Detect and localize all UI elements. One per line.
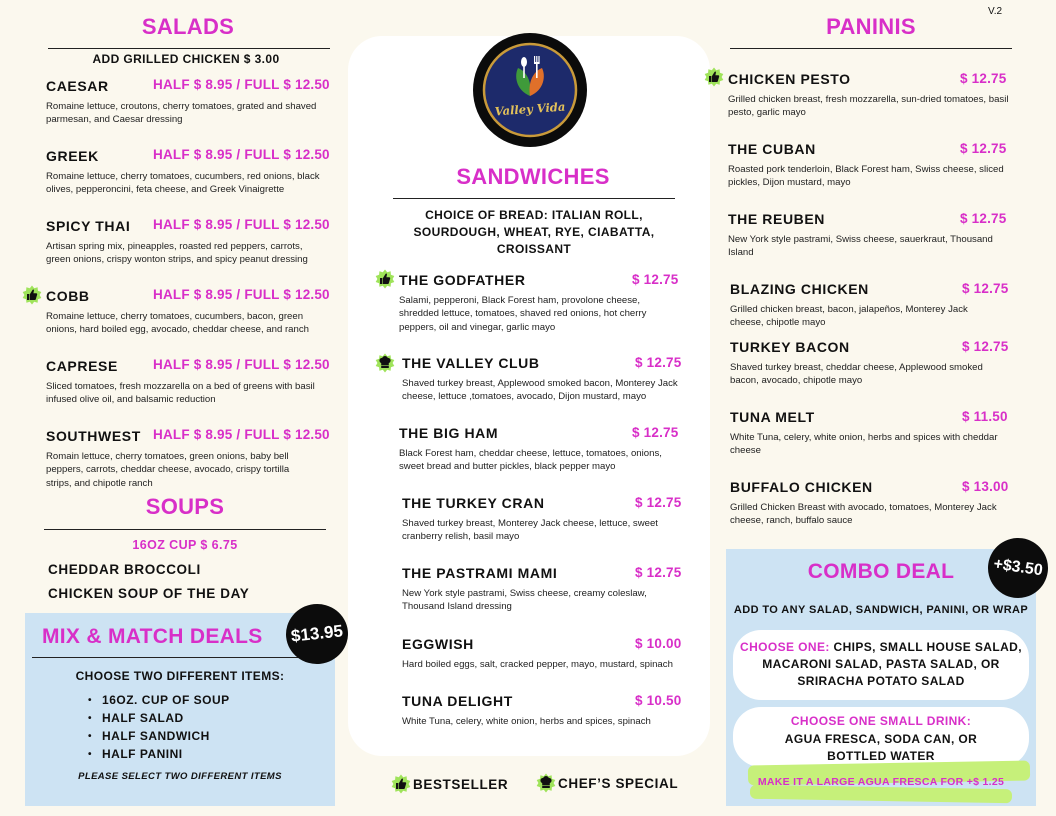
sandwich-desc: Salami, pepperoni, Black Forest ham, provolone cheese, shredded lettuce, tomatoes, shaved red onions, hot cherry peppers, oil and vinegar, garlic mayo bbox=[399, 295, 647, 333]
panini-desc: Grilled Chicken Breast with avocado, tomatoes, Monterey Jack cheese, ranch, buffalo sauce bbox=[730, 502, 997, 527]
panini-price: $ 13.00 bbox=[962, 479, 1009, 494]
sandwiches-title: SANDWICHES bbox=[456, 164, 610, 189]
combo-title: COMBO DEAL bbox=[807, 560, 955, 583]
sandwich-desc: Shaved turkey breast, Monterey Jack cheese, lettuce, sweet cranberry relish, basil mayo bbox=[402, 518, 658, 543]
salad-desc: Sliced tomatoes, fresh mozzarella on a bed of greens with basil infused olive oil, and balsamic reduction bbox=[46, 381, 315, 406]
panini-price: $ 12.75 bbox=[962, 281, 1009, 296]
version-label: V.2 bbox=[988, 6, 1003, 17]
bestseller-icon bbox=[704, 67, 724, 87]
salad-desc: Romain lettuce, cherry tomatoes, green onions, baby bell peppers, carrots, cheddar cheese, avocado, crispy tortilla strips, and chipotle ranch bbox=[46, 451, 290, 489]
sandwich-desc: White Tuna, celery, white onion, herbs and spices, spinach bbox=[402, 716, 651, 727]
panini-name: THE REUBEN bbox=[728, 211, 826, 227]
mix-price-badge: $13.95 bbox=[283, 601, 351, 667]
mix-title: MIX & MATCH DEALS bbox=[42, 625, 263, 648]
sandwich-price: $ 12.75 bbox=[635, 495, 682, 510]
panini-price: $ 12.75 bbox=[960, 71, 1007, 86]
sandwich-price: $ 12.75 bbox=[632, 272, 679, 287]
combo-drink-label: CHOOSE ONE SMALL DRINK: bbox=[790, 714, 972, 728]
panini-name: CHICKEN PESTO bbox=[728, 71, 851, 87]
panini-desc: Roasted pork tenderloin, Black Forest ham, Swiss cheese, sliced pickles, Dijon mustard, mayo bbox=[728, 164, 1004, 189]
panini-desc: Grilled chicken breast, bacon, jalapeños, Monterey Jack cheese, chipotle mayo bbox=[730, 304, 968, 329]
salads-addon: ADD GRILLED CHICKEN $ 3.00 bbox=[92, 52, 280, 66]
salad-desc: Romaine lettuce, croutons, cherry tomatoes, grated and shaved parmesan, and Caesar dressing bbox=[46, 101, 317, 126]
panini-price: $ 12.75 bbox=[962, 339, 1009, 354]
sandwich-price: $ 10.50 bbox=[635, 693, 682, 708]
salad-price: HALF $ 8.95 / FULL $ 12.50 bbox=[153, 77, 330, 92]
salad-name: SPICY THAI bbox=[46, 218, 131, 234]
salad-desc: Artisan spring mix, pineapples, roasted red peppers, carrots, green onions, crispy wonton strips, and spicy peanut dressing bbox=[46, 241, 308, 266]
bestseller-icon bbox=[375, 269, 395, 289]
panini-name: THE CUBAN bbox=[728, 141, 816, 157]
panini-name: TURKEY BACON bbox=[730, 339, 850, 355]
combo-side-text bbox=[738, 639, 1024, 690]
panini-price: $ 11.50 bbox=[962, 409, 1008, 424]
logo bbox=[472, 32, 588, 148]
soup-item: CHEDDAR BROCCOLI bbox=[48, 562, 201, 577]
combo-drink-items: AGUA FRESCA, SODA CAN, OR BOTTLED WATER bbox=[784, 732, 978, 763]
panini-desc: New York style pastrami, Swiss cheese, sauerkraut, Thousand Island bbox=[728, 234, 993, 259]
bestseller-icon bbox=[22, 285, 42, 305]
mix-note: PLEASE SELECT TWO DIFFERENT ITEMS bbox=[78, 771, 282, 782]
combo-upgrade: MAKE IT A LARGE AGUA FRESCA FOR +$ 1.25 bbox=[757, 776, 1005, 788]
mix-list-item: • 16OZ. CUP OF SOUP bbox=[88, 692, 230, 710]
sandwich-name: EGGWISH bbox=[402, 636, 474, 652]
combo-side-items: CHIPS, SMALL HOUSE SALAD, MACARONI SALAD, PASTA SALAD, OR SRIRACHA POTATO SALAD bbox=[762, 640, 1022, 688]
legend-bestseller: BESTSELLER bbox=[413, 777, 509, 792]
bestseller-icon bbox=[391, 774, 411, 794]
mix-list-item: • HALF PANINI bbox=[88, 746, 230, 764]
panini-name: TUNA MELT bbox=[730, 409, 815, 425]
sandwich-name: TUNA DELIGHT bbox=[402, 693, 513, 709]
logo-emblem-icon bbox=[472, 32, 588, 148]
soups-price: 16OZ CUP $ 6.75 bbox=[132, 538, 238, 552]
sandwich-desc: New York style pastrami, Swiss cheese, creamy coleslaw, Thousand Island dressing bbox=[402, 588, 647, 613]
salads-title: SALADS bbox=[141, 14, 235, 39]
salad-name: SOUTHWEST bbox=[46, 428, 141, 444]
salad-name: GREEK bbox=[46, 148, 99, 164]
salad-desc: Romaine lettuce, cherry tomatoes, cucumbers, red onions, black olives, pepperoncini, feta cheese, and Greek Vinaigrette bbox=[46, 171, 320, 196]
salad-name: CAESAR bbox=[46, 78, 109, 94]
combo-subtitle: ADD TO ANY SALAD, SANDWICH, PANINI, OR WRAP bbox=[733, 604, 1029, 616]
mix-list-item: • HALF SANDWICH bbox=[88, 728, 230, 746]
mix-list bbox=[88, 692, 230, 764]
combo-side-label: CHOOSE ONE: bbox=[740, 640, 830, 654]
sandwich-desc: Hard boiled eggs, salt, cracked pepper, mayo, mustard, spinach bbox=[402, 659, 673, 670]
mix-list-item: • HALF SALAD bbox=[88, 710, 230, 728]
salad-price: HALF $ 8.95 / FULL $ 12.50 bbox=[153, 217, 330, 232]
panini-price: $ 12.75 bbox=[960, 141, 1007, 156]
chef-hat-icon bbox=[536, 773, 556, 793]
sandwich-name: THE TURKEY CRAN bbox=[402, 495, 545, 511]
salad-price: HALF $ 8.95 / FULL $ 12.50 bbox=[153, 287, 330, 302]
salad-price: HALF $ 8.95 / FULL $ 12.50 bbox=[153, 427, 330, 442]
salad-name: CAPRESE bbox=[46, 358, 118, 374]
sandwich-desc: Shaved turkey breast, Applewood smoked bacon, Monterey Jack cheese, lettuce ,tomatoes, avocado, Dijon mustard, mayo bbox=[402, 378, 678, 403]
soup-item: CHICKEN SOUP OF THE DAY bbox=[48, 586, 250, 601]
salad-desc: Romaine lettuce, cherry tomatoes, cucumbers, bacon, green onions, hard boiled egg, avocado, cheddar cheese, and ranch bbox=[46, 311, 309, 336]
paninis-title: PANINIS bbox=[826, 14, 916, 39]
chef-hat-icon bbox=[375, 353, 395, 373]
panini-desc: Shaved turkey breast, cheddar cheese, Applewood smoked bacon, avocado, chipotle mayo bbox=[730, 362, 983, 387]
combo-price-badge: +$3.50 bbox=[984, 534, 1052, 602]
sandwich-name: THE PASTRAMI MAMI bbox=[402, 565, 558, 581]
panini-name: BLAZING CHICKEN bbox=[730, 281, 869, 297]
sandwich-price: $ 12.75 bbox=[635, 355, 682, 370]
panini-desc: White Tuna, celery, white onion, herbs and spices with cheddar cheese bbox=[730, 432, 998, 457]
bread-choices: CHOICE OF BREAD: ITALIAN ROLL, SOURDOUGH, WHEAT, RYE, CIABATTA, CROISSANT bbox=[413, 208, 655, 256]
mix-subtitle: CHOOSE TWO DIFFERENT ITEMS: bbox=[75, 669, 285, 683]
panini-desc: Grilled chicken breast, fresh mozzarella, sun-dried tomatoes, basil pesto, garlic mayo bbox=[728, 94, 1009, 119]
salad-price: HALF $ 8.95 / FULL $ 12.50 bbox=[153, 357, 330, 372]
salad-name: COBB bbox=[46, 288, 90, 304]
sandwich-name: THE BIG HAM bbox=[399, 425, 499, 441]
sandwich-price: $ 12.75 bbox=[635, 565, 682, 580]
sandwich-name: THE VALLEY CLUB bbox=[402, 355, 540, 371]
soups-title: SOUPS bbox=[145, 494, 225, 519]
sandwich-price: $ 12.75 bbox=[632, 425, 679, 440]
sandwich-price: $ 10.00 bbox=[635, 636, 682, 651]
sandwich-name: THE GODFATHER bbox=[399, 272, 526, 288]
panini-name: BUFFALO CHICKEN bbox=[730, 479, 873, 495]
legend-chef-special: CHEF’S SPECIAL bbox=[558, 776, 679, 791]
sandwich-desc: Black Forest ham, cheddar cheese, lettuce, tomatoes, onions, sweet bread and butter pickles, black pepper mayo bbox=[399, 448, 662, 473]
salad-price: HALF $ 8.95 / FULL $ 12.50 bbox=[153, 147, 330, 162]
logo-text: Valley Vida bbox=[494, 99, 566, 119]
panini-price: $ 12.75 bbox=[960, 211, 1007, 226]
